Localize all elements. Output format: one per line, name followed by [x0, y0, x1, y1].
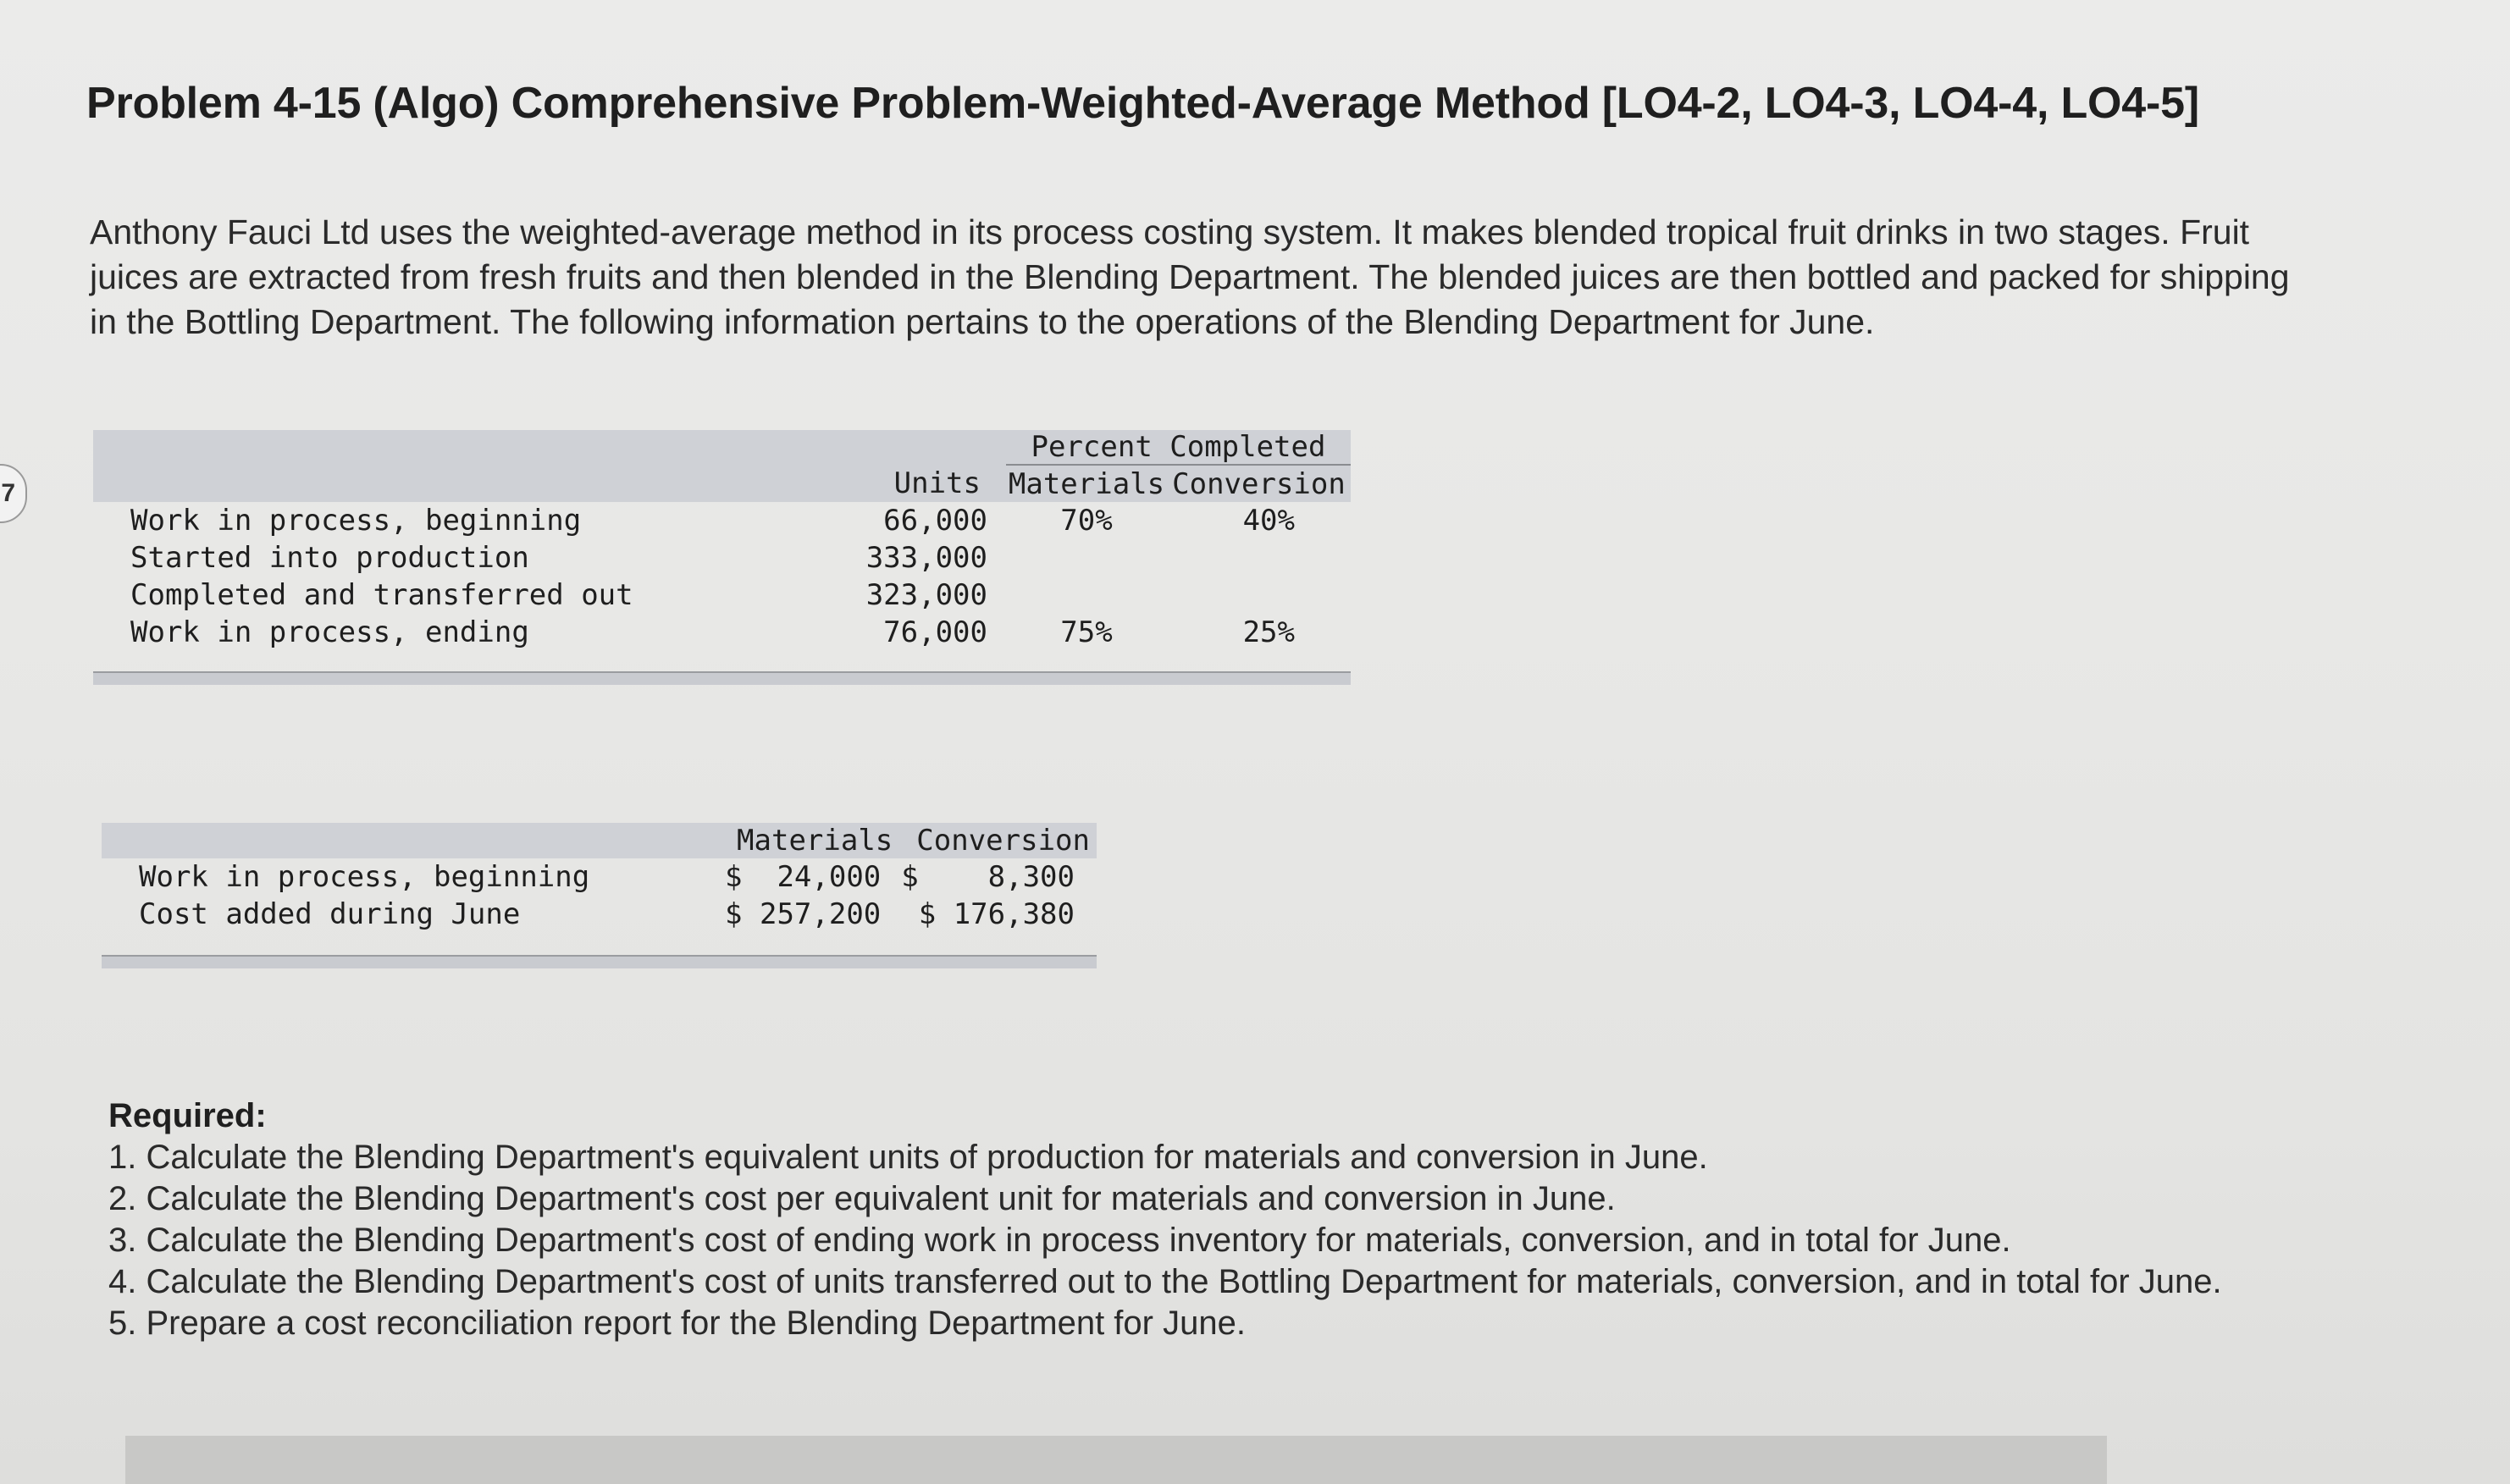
table-row	[93, 539, 1351, 576]
required-section	[108, 1095, 2378, 1344]
required-heading: Required:	[108, 1097, 267, 1134]
conversion-value: 40%	[1242, 504, 1295, 538]
materials-value	[1006, 576, 1167, 614]
cost-conversion-value: $ 8,300	[901, 860, 1075, 894]
cost-conversion-value: $ 176,380	[918, 897, 1075, 931]
conversion-value	[1167, 576, 1351, 614]
problem-intro: Anthony Fauci Ltd uses the weighted-average method in its process costing system. It makes blended tropical fruit drinks in two stages. Fruit juices are extracted from fresh fruits and then blended in the Blending Department. The blended juices are then bottled and packed for shipping in the Bottling Department. The following information pertains to the operations of the Blending Department for June.	[90, 212, 2290, 341]
units-header: Units	[737, 465, 1006, 502]
conversion-value: 25%	[1242, 615, 1295, 649]
table-row	[102, 896, 1097, 933]
row-label: Work in process, beginning	[130, 504, 582, 538]
table-footer-rule	[93, 672, 1351, 685]
row-label: Started into production	[130, 541, 529, 575]
cost-materials-value: $ 24,000	[725, 860, 882, 894]
row-label: Work in process, ending	[130, 615, 529, 649]
materials-value: 75%	[1060, 615, 1113, 649]
question-number-tab[interactable]	[0, 464, 27, 523]
row-label: Completed and transferred out	[130, 578, 633, 612]
cost-materials-header: Materials	[720, 823, 902, 858]
table-row	[102, 858, 1097, 896]
units-value: 76,000	[883, 615, 987, 649]
percent-completed-header: Percent Completed	[1006, 430, 1351, 465]
units-value: 333,000	[865, 541, 987, 575]
required-item: 2. Calculate the Blending Department's cost per equivalent unit for materials and conversion in June.	[108, 1180, 1616, 1217]
units-table	[93, 430, 1351, 685]
instruction-banner	[125, 1436, 2107, 1484]
required-item: 3. Calculate the Blending Department's cost of ending work in process inventory for materials, conversion, and in total for June.	[108, 1222, 2011, 1259]
materials-header: Materials	[1006, 465, 1167, 502]
table-footer-rule	[102, 956, 1097, 968]
table-row	[93, 576, 1351, 614]
row-label: Cost added during June	[139, 897, 521, 931]
row-label: Work in process, beginning	[139, 860, 590, 894]
required-item: 4. Calculate the Blending Department's cost of units transferred out to the Bottling Department for materials, conversion, and in total for June.	[108, 1263, 2222, 1300]
table-row	[93, 614, 1351, 651]
units-value: 66,000	[883, 504, 987, 538]
required-item: 5. Prepare a cost reconciliation report for the Blending Department for June.	[108, 1305, 1246, 1342]
table-row	[93, 502, 1351, 539]
materials-value	[1006, 539, 1167, 576]
question-number: 7	[1, 479, 15, 507]
cost-table	[102, 823, 1097, 968]
units-value: 323,000	[865, 578, 987, 612]
cost-materials-value: $ 257,200	[725, 897, 882, 931]
cost-conversion-header: Conversion	[901, 823, 1097, 858]
materials-value: 70%	[1060, 504, 1113, 538]
conversion-value	[1167, 539, 1351, 576]
required-item: 1. Calculate the Blending Department's equivalent units of production for materials and conversion in June.	[108, 1139, 1708, 1176]
conversion-header: Conversion	[1167, 465, 1351, 502]
problem-title: Problem 4-15 (Algo) Comprehensive Problem-Weighted-Average Method [LO4-2, LO4-3, LO4-4, LO4-5]	[86, 79, 2199, 128]
